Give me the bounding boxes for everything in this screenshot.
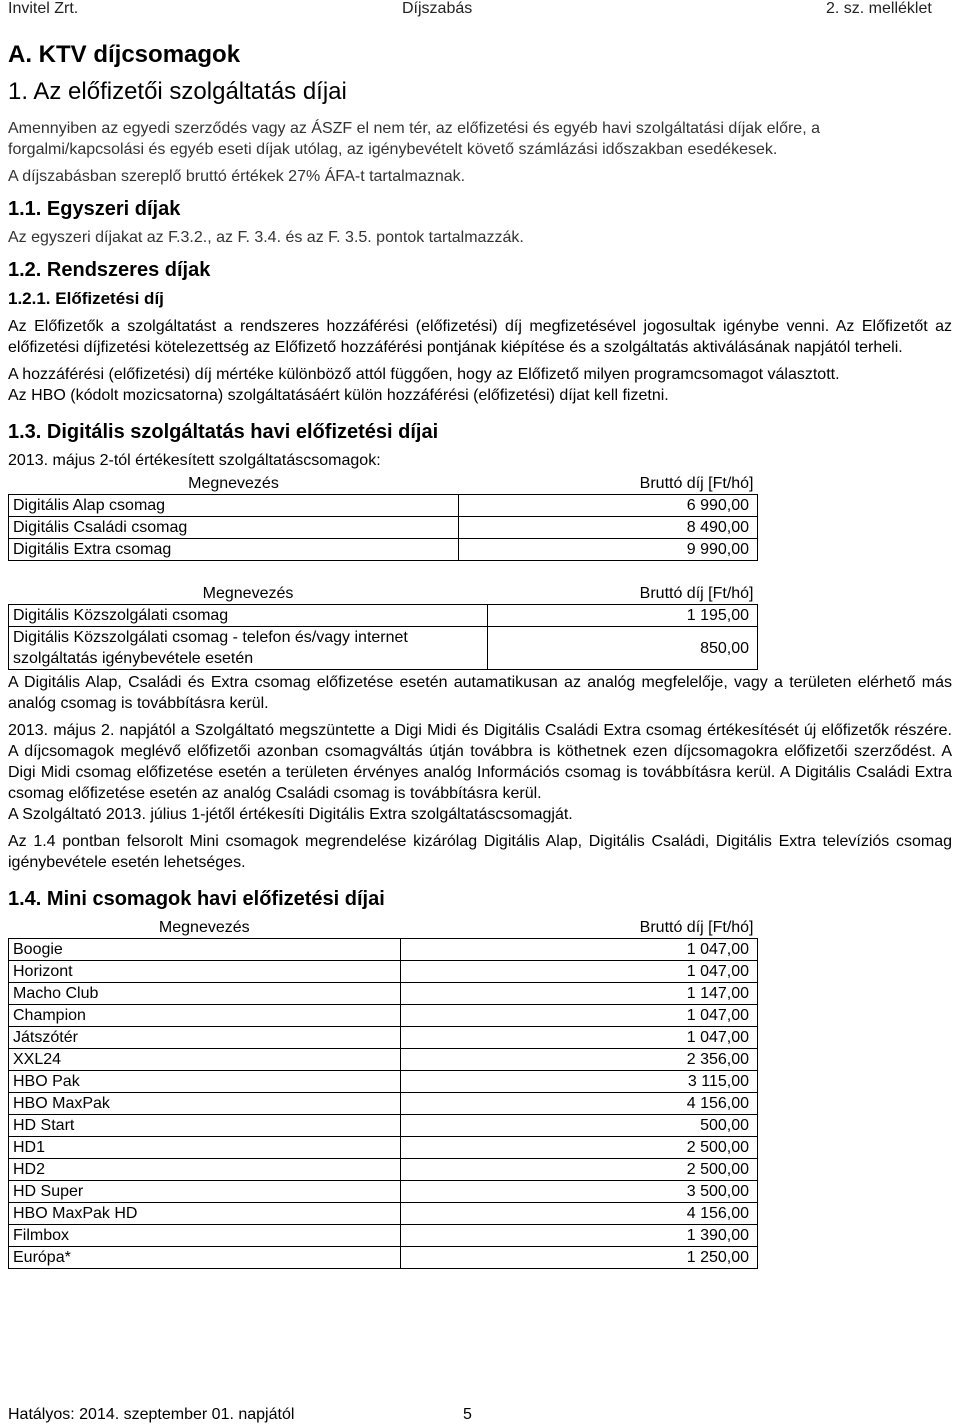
package-name: Champion (9, 1005, 401, 1027)
package-name: Horizont (9, 961, 401, 983)
section-1-3-paragraph-4: Az 1.4 pontban felsorolt Mini csomagok megrendelése kizárólag Digitális Alap, Digitális Családi, Digitális Extra televíziós csomag igénybevétele esetén lehetséges. (8, 833, 952, 871)
page-header (0, 0, 960, 20)
package-fee: 1 047,00 (400, 939, 757, 961)
package-name: Filmbox (9, 1225, 401, 1247)
package-name: HBO Pak (9, 1071, 401, 1093)
document-title: A. KTV díjcsomagok (8, 41, 241, 68)
section-1-3-intro: 2013. május 2-tól értékesített szolgáltatáscsomagok: (8, 452, 381, 469)
column-header-name: Megnevezés (9, 473, 459, 495)
package-name: Játszótér (9, 1027, 401, 1049)
section-1-3-heading: 1.3. Digitális szolgáltatás havi előfizetési díjai (8, 421, 439, 443)
table-row (9, 627, 758, 670)
package-fee: 4 156,00 (400, 1093, 757, 1115)
package-fee: 8 490,00 (458, 517, 757, 539)
package-name: HD Super (9, 1181, 401, 1203)
table-row (9, 1049, 758, 1071)
package-fee: 6 990,00 (458, 495, 757, 517)
header-doc-title: Díjszabás (402, 0, 473, 17)
section-1-3-paragraph-3: A Szolgáltató 2013. július 1-jétől értékesíti Digitális Extra szolgáltatáscsomagját. (8, 806, 573, 823)
package-name: HD Start (9, 1115, 401, 1137)
header-annex: 2. sz. melléklet (826, 0, 932, 17)
table-row (9, 539, 758, 561)
package-fee: 3 115,00 (400, 1071, 757, 1093)
package-name: Európa* (9, 1247, 401, 1269)
table-row (9, 517, 758, 539)
mini-packages-rows (9, 939, 758, 1269)
package-name: Digitális Alap csomag (9, 495, 459, 517)
section-1-heading: 1. Az előfizetői szolgáltatás díjai (8, 78, 347, 105)
table-row (9, 961, 758, 983)
section-1-1-heading: 1.1. Egyszeri díjak (8, 198, 181, 220)
table-row (9, 1027, 758, 1049)
package-name: Macho Club (9, 983, 401, 1005)
section-1-paragraph-1: Amennyiben az egyedi szerződés vagy az ÁSZF el nem tér, az előfizetési és egyéb havi szolgáltatási díjak előre, a forgalmi/kapcsolási és egyéb eseti díjak utólag, az igénybevételt követő számlázási időszakban esedékesek. (8, 120, 820, 158)
table-header-row (9, 917, 758, 939)
package-name: HD1 (9, 1137, 401, 1159)
package-fee: 2 356,00 (400, 1049, 757, 1071)
table-row (9, 939, 758, 961)
column-header-fee: Bruttó díj [Ft/hó] (458, 473, 757, 495)
package-name: Digitális Közszolgálati csomag - telefon és/vagy internet szolgáltatás igénybevétele esetén (9, 627, 488, 670)
digital-packages-rows (9, 495, 758, 561)
column-header-name: Megnevezés (9, 917, 401, 939)
package-fee: 1 047,00 (400, 1005, 757, 1027)
package-fee: 2 500,00 (400, 1137, 757, 1159)
section-1-2-1-heading: 1.2.1. Előfizetési díj (8, 289, 164, 308)
package-fee: 500,00 (400, 1115, 757, 1137)
table-row (9, 1115, 758, 1137)
mini-packages-table (8, 917, 758, 1269)
public-service-table (8, 583, 758, 670)
package-fee: 1 195,00 (488, 605, 758, 627)
column-header-fee: Bruttó díj [Ft/hó] (488, 583, 758, 605)
table-row (9, 1225, 758, 1247)
package-name: Boogie (9, 939, 401, 961)
section-1-3-paragraph-1: A Digitális Alap, Családi és Extra csomag előfizetése esetén autamatikusan az analóg megfelelője, vagy a területen elérhető más analóg csomag is továbbításra kerül. (8, 674, 952, 712)
package-fee: 1 390,00 (400, 1225, 757, 1247)
package-name: HBO MaxPak (9, 1093, 401, 1115)
table-row (9, 1093, 758, 1115)
public-service-rows (9, 605, 758, 670)
header-company: Invitel Zrt. (8, 0, 79, 17)
table-header-row (9, 473, 758, 495)
column-header-fee: Bruttó díj [Ft/hó] (400, 917, 757, 939)
document-body (8, 40, 952, 1269)
digital-packages-table (8, 473, 758, 561)
package-fee: 1 147,00 (400, 983, 757, 1005)
package-name: Digitális Családi csomag (9, 517, 459, 539)
table-row (9, 1181, 758, 1203)
package-name: Digitális Közszolgálati csomag (9, 605, 488, 627)
table-row (9, 1203, 758, 1225)
package-fee: 850,00 (488, 627, 758, 670)
package-name: Digitális Extra csomag (9, 539, 459, 561)
package-name: HD2 (9, 1159, 401, 1181)
section-1-2-1-paragraph-1: Az Előfizetők a szolgáltatást a rendszeres hozzáférési (előfizetési) díj megfizetésével jogosultak igénybe venni. Az Előfizetőt az előfizetési díjfizetési kötelezettség az Előfizető hozzáférési pontjának kiépítése és a szolgáltatás aktiválásának napjától terheli. (8, 318, 952, 356)
table-row (9, 1247, 758, 1269)
table-row (9, 1071, 758, 1093)
table-header-row (9, 583, 758, 605)
section-1-2-heading: 1.2. Rendszeres díjak (8, 259, 211, 281)
column-header-name: Megnevezés (9, 583, 488, 605)
table-row (9, 1137, 758, 1159)
table-row (9, 1159, 758, 1181)
package-name: XXL24 (9, 1049, 401, 1071)
footer-validity: Hatályos: 2014. szeptember 01. napjától (8, 1406, 295, 1423)
section-1-1-paragraph: Az egyszeri díjakat az F.3.2., az F. 3.4. és az F. 3.5. pontok tartalmazzák. (8, 229, 524, 246)
table-row (9, 983, 758, 1005)
section-1-4-heading: 1.4. Mini csomagok havi előfizetési díjai (8, 888, 385, 910)
package-fee: 1 047,00 (400, 961, 757, 983)
package-fee: 3 500,00 (400, 1181, 757, 1203)
page-number: 5 (463, 1406, 472, 1423)
section-1-3-paragraph-2: 2013. május 2. napjától a Szolgáltató megszüntette a Digi Midi és Digitális Családi Extra csomag értékesítését új előfizetők részére. A díjcsomagok meglévő előfizetői azonban csomagváltás útján továbbra is köthetnek ezen díjcsomagokra előfizetői szerződést. A Digi Midi csomag előfizetése esetén a területen érvényes analóg Információs csomag is továbbításra kerül. A Digitális Családi Extra csomag előfizetése esetén az analóg Családi csomag is továbbításra kerül. (8, 722, 952, 802)
table-row (9, 605, 758, 627)
package-fee: 4 156,00 (400, 1203, 757, 1225)
section-1-2-1-paragraph-3: Az HBO (kódolt mozicsatorna) szolgáltatásáért külön hozzáférési (előfizetési) díjat kell fizetni. (8, 387, 669, 404)
package-name: HBO MaxPak HD (9, 1203, 401, 1225)
section-1-paragraph-2: A díjszabásban szereplő bruttó értékek 27% ÁFA-t tartalmaznak. (8, 168, 466, 185)
package-fee: 9 990,00 (458, 539, 757, 561)
package-fee: 1 047,00 (400, 1027, 757, 1049)
table-row (9, 1005, 758, 1027)
package-fee: 2 500,00 (400, 1159, 757, 1181)
package-fee: 1 250,00 (400, 1247, 757, 1269)
table-row (9, 495, 758, 517)
section-1-2-1-paragraph-2: A hozzáférési (előfizetési) díj mértéke különböző attól függően, hogy az Előfizető milyen programcsomagot választott. (8, 366, 840, 383)
